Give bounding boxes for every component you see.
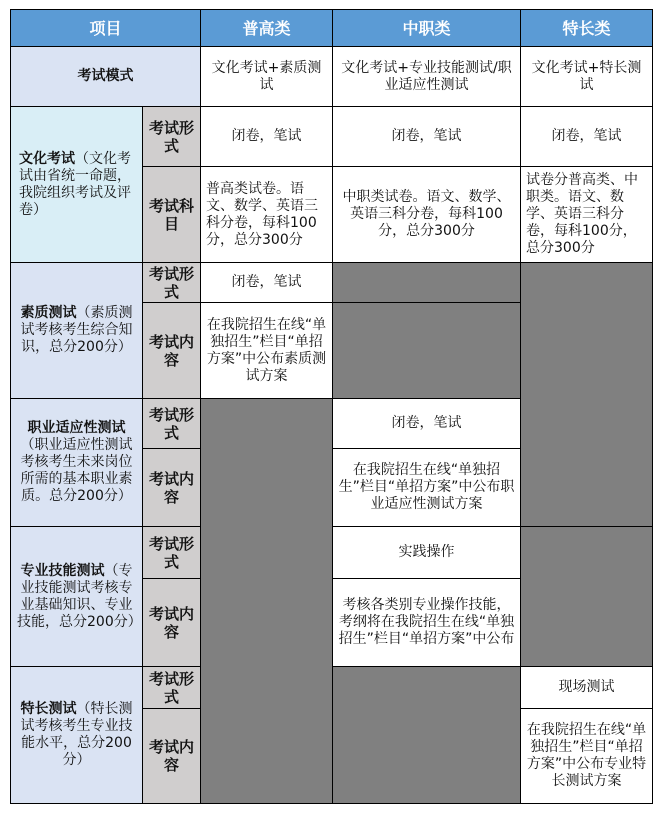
aptitude-form-vocational: 闭卷，笔试 [333,399,521,449]
header-col-vocational: 中职类 [333,10,521,47]
culture-subject-label: 考试科目 [143,167,201,263]
aptitude-content-vocational: 在我院招生在线“单独招生”栏目“单招方案”中公布职业适应性测试方案 [333,449,521,527]
skill-content-vocational: 考核各类别专业操作技能，考纲将在我院招生在线“单独招生”栏目“单招方案”中公布 [333,579,521,667]
skill-form-label: 考试形式 [143,527,201,579]
quality-content-label: 考试内容 [143,303,201,399]
quality-content-vocational-na [333,303,521,399]
quality-form-general: 闭卷，笔试 [201,263,333,303]
quality-vocational-na [333,263,521,303]
culture-category [11,107,143,263]
quality-category [11,263,143,399]
exam-mode-general: 文化考试+素质测试 [201,47,333,107]
culture-form-vocational: 闭卷，笔试 [333,107,521,167]
general-col-na-block [201,399,333,804]
aptitude-category [11,399,143,527]
exam-mode-talent: 文化考试+特长测试 [521,47,653,107]
talent-title: 特长测试 [20,701,77,717]
skill-form-vocational: 实践操作 [333,527,521,579]
culture-subject-vocational: 中职类试卷。语文、数学、英语三科分卷，每科100分，总分300分 [333,167,521,263]
quality-form-label: 考试形式 [143,263,201,303]
aptitude-title: 职业适应性测试 [27,420,126,436]
skill-note: （专业技能测试考核专业基础知识、专业技能，总分200分） [17,562,142,630]
culture-form-row [11,107,653,167]
culture-subject-general: 普高类试卷。语文、数学、英语三科分卷，每科100分，总分300分 [201,167,333,263]
exam-mode-label: 考试模式 [11,47,201,107]
aptitude-content-label: 考试内容 [143,449,201,527]
culture-form-talent: 闭卷，笔试 [521,107,653,167]
exam-mode-row [11,47,653,107]
quality-form-row [11,263,653,303]
quality-note: （素质测试考核考生综合知识，总分200分） [20,305,133,355]
aptitude-note: （职业适应性测试考核考生未来岗位所需的基本职业素质。总分200分） [20,437,133,504]
talent-form-talent: 现场测试 [521,667,653,709]
talent-col-na-block [521,263,653,527]
talent-content-label: 考试内容 [143,709,201,804]
exam-mode-vocational: 文化考试+专业技能测试/职业适应性测试 [333,47,521,107]
skill-title: 专业技能测试 [20,562,105,579]
culture-form-label: 考试形式 [143,107,201,167]
quality-title: 素质测试 [20,305,77,321]
header-item: 项目 [11,10,201,47]
talent-category [11,667,143,804]
talent-note: （特长测试考核考生专业技能水平，总分200分） [20,701,133,768]
skill-talent-na [521,527,653,667]
skill-category [11,527,143,667]
header-col-general: 普高类 [201,10,333,47]
culture-title: 文化考试 [19,150,75,167]
culture-form-general: 闭卷，笔试 [201,107,333,167]
talent-form-label: 考试形式 [143,667,201,709]
exam-scheme-table [10,9,653,804]
header-row [11,10,653,47]
culture-note: （文化考试由省统一命题，我院组织考试及评卷） [19,150,131,218]
skill-content-label: 考试内容 [143,579,201,667]
header-col-talent: 特长类 [521,10,653,47]
aptitude-form-label: 考试形式 [143,399,201,449]
talent-content-talent: 在我院招生在线“单独招生”栏目“单招方案”中公布专业特长测试方案 [521,709,653,804]
culture-subject-talent: 试卷分普高类、中职类。语文、数学、英语三科分卷，每科100分，总分300分 [521,167,653,263]
quality-content-general: 在我院招生在线“单独招生”栏目“单招方案”中公布素质测试方案 [201,303,333,399]
talent-vocational-na [333,667,521,804]
